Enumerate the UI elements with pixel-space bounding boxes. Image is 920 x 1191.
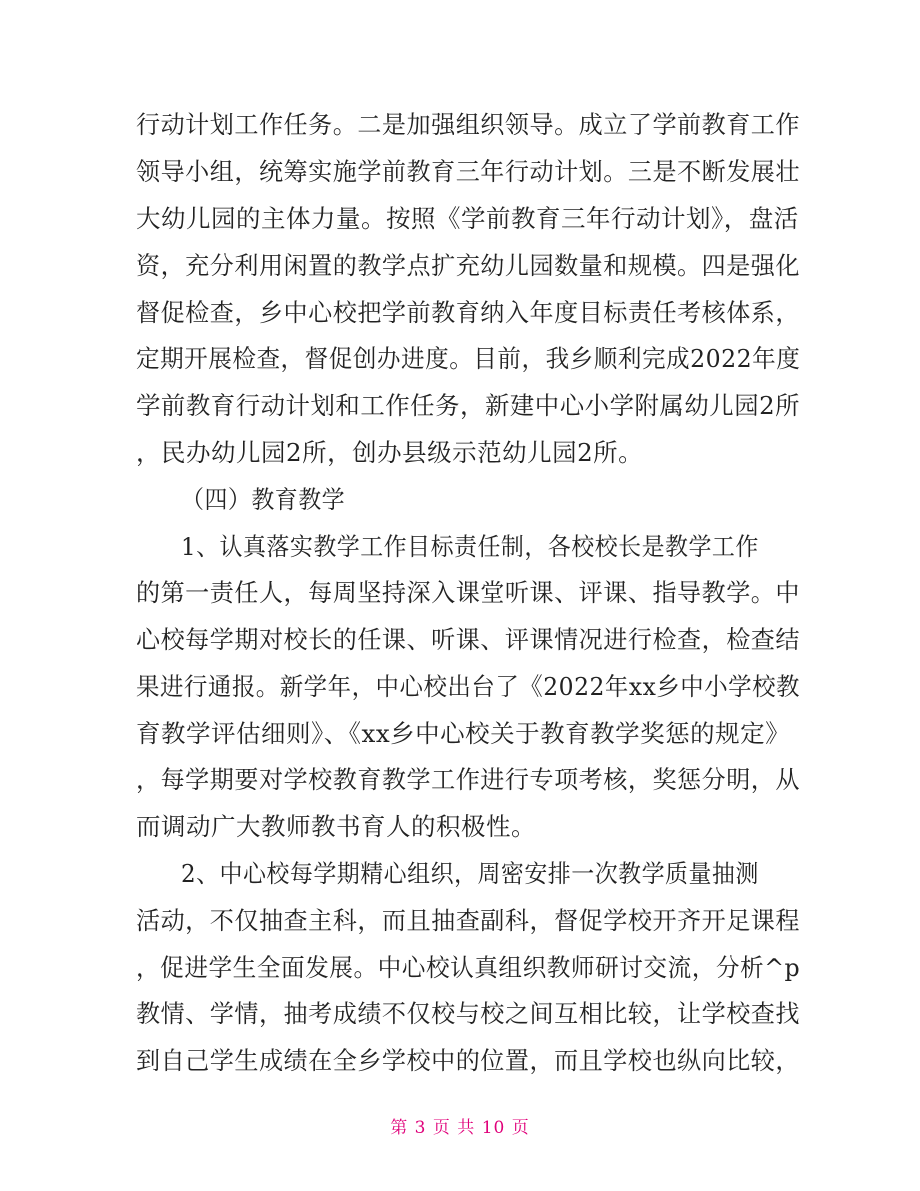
text-line: ，民办幼儿园2所，创办县级示范幼儿园2所。 (136, 438, 644, 467)
page-number-footer: 第 3 页 共 10 页 (390, 1118, 530, 1138)
text-line: 教情、学情，抽考成绩不仅校与校之间互相比较，让学校查找 (136, 999, 800, 1028)
section-heading: （四）教育教学 (181, 485, 346, 514)
text-line: 资，充分利用闲置的教学点扩充幼儿园数量和规模。四是强化 (136, 251, 800, 280)
text-line: 到自己学生成绩在全乡学校中的位置，而且学校也纵向比较， (136, 1046, 800, 1075)
text-line: ，促进学生全面发展。中心校认真组织教师研讨交流，分析^p (136, 953, 801, 982)
text-line: 行动计划工作任务。二是加强组织领导。成立了学前教育工作 (136, 110, 800, 139)
text-line: 2、中心校每学期精心组织，周密安排一次教学质量抽测 (181, 859, 759, 888)
text-line: 学前教育行动计划和工作任务，新建中心小学附属幼儿园2所 (136, 391, 801, 420)
text-line: ，每学期要对学校教育教学工作进行专项考核，奖惩分明，从 (136, 765, 800, 794)
text-line: 大幼儿园的主体力量。按照《学前教育三年行动计划》，盘活 (136, 204, 799, 233)
text-line: 领导小组，统筹实施学前教育三年行动计划。三是不断发展壮 (136, 157, 800, 186)
text-line: 的第一责任人，每周坚持深入课堂听课、评课、指导教学。中 (136, 578, 800, 607)
text-line: 育教学评估细则》、《xx乡中心校关于教育教学奖惩的规定》 (136, 719, 791, 748)
text-line: 而调动广大教师教书育人的积极性。 (136, 812, 536, 841)
text-line: 心校每学期对校长的任课、听课、评课情况进行检查，检查结 (136, 625, 800, 654)
text-line: 活动，不仅抽查主科，而且抽查副科，督促学校开齐开足课程 (136, 906, 800, 935)
text-line: 果进行通报。新学年，中心校出台了《2022年xx乡中小学校教 (136, 672, 801, 701)
text-line: 1、认真落实教学工作目标责任制，各校校长是教学工作 (181, 532, 759, 561)
text-line: 定期开展检查，督促创办进度。目前，我乡顺利完成2022年度 (136, 344, 801, 373)
text-line: 督促检查，乡中心校把学前教育纳入年度目标责任考核体系， (136, 298, 800, 327)
